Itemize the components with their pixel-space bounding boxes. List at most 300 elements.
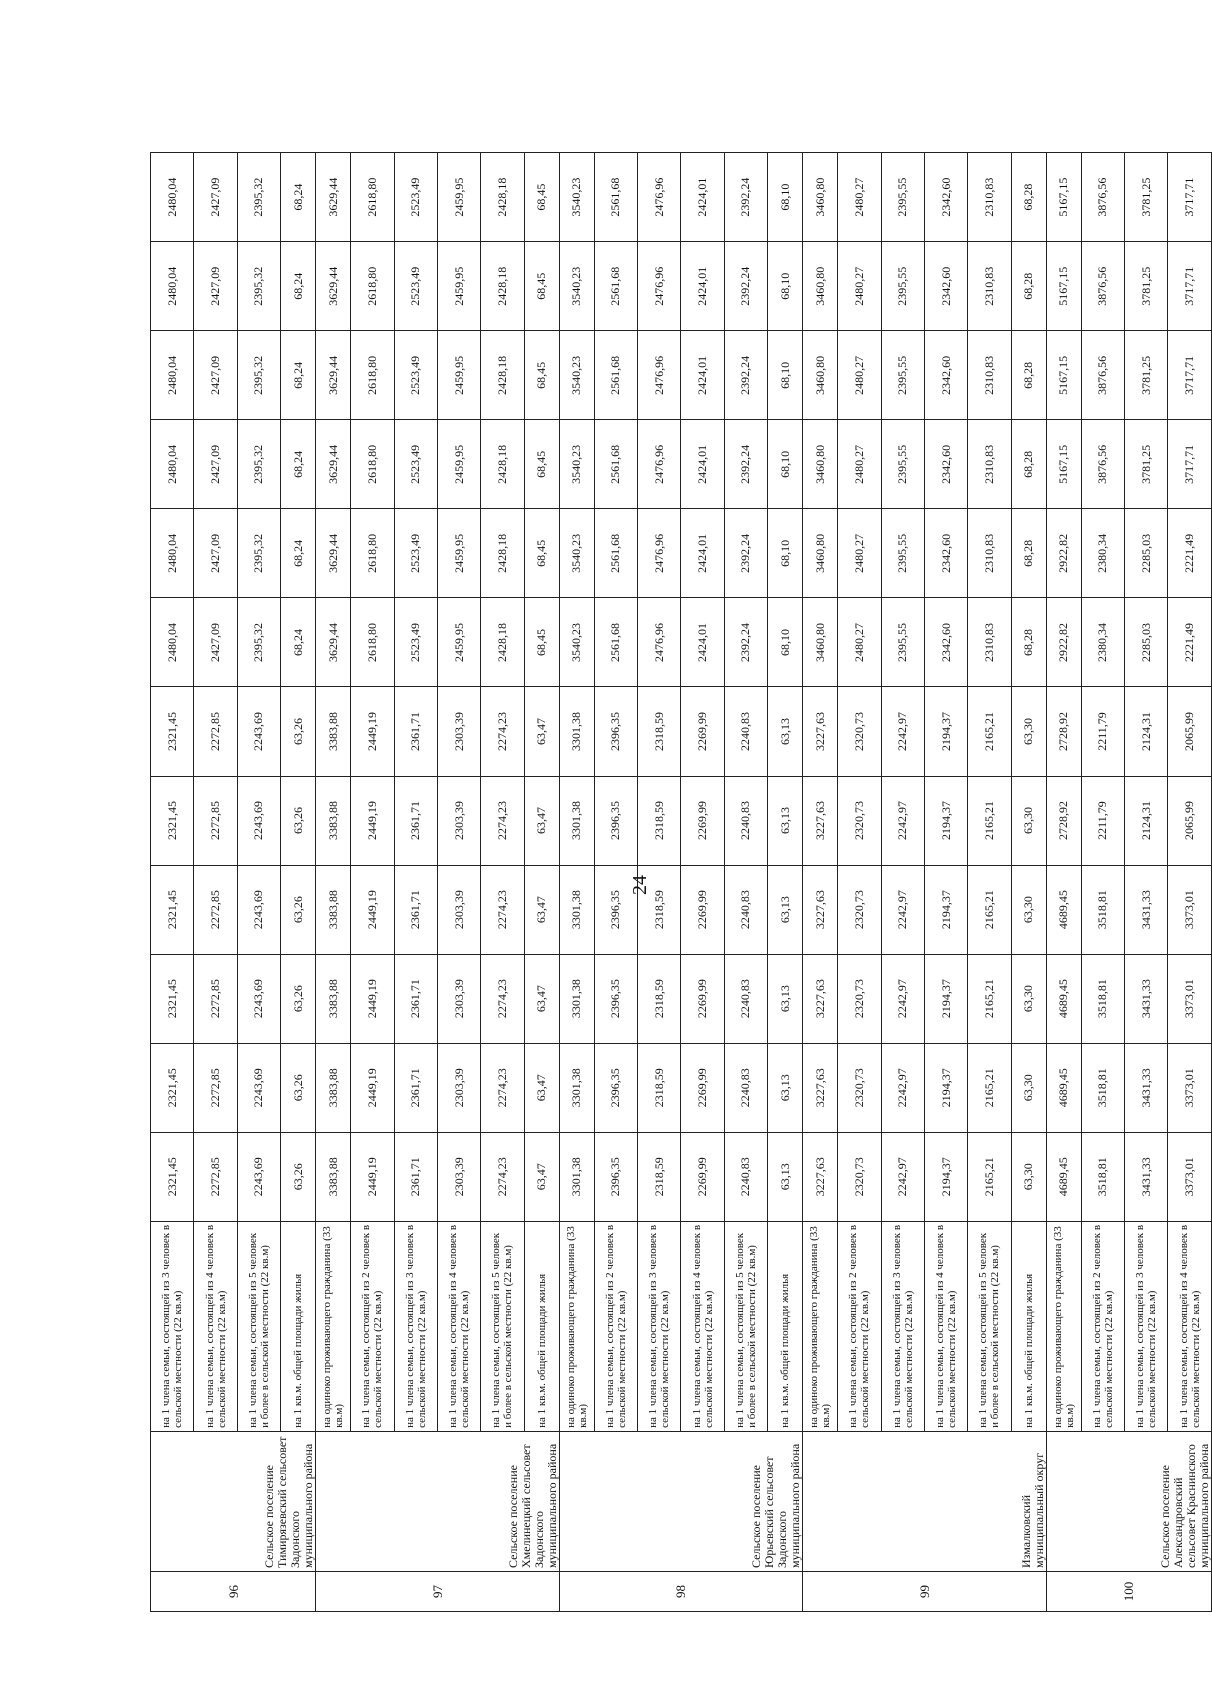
cost-value: 63,30 [1011, 1132, 1046, 1221]
cost-value: 63,13 [768, 776, 803, 865]
cost-value: 2476,96 [638, 598, 681, 687]
cost-value: 2242,97 [881, 776, 924, 865]
cost-value: 3373,01 [1168, 954, 1212, 1043]
cost-value: 3876,56 [1081, 420, 1124, 509]
cost-value: 2240,83 [724, 776, 767, 865]
cost-value: 2303,39 [437, 865, 480, 954]
cost-value: 63,47 [524, 1132, 559, 1221]
table-row [394, 153, 437, 1612]
cost-value: 2922,82 [1046, 509, 1081, 598]
cost-value: 2618,80 [351, 242, 394, 331]
norm-description: на 1 члена семьи, состоящей из 3 человек в сельской местности (22 кв.м) [881, 1221, 924, 1431]
cost-value: 3518,81 [1081, 1043, 1124, 1132]
cost-value: 68,45 [524, 420, 559, 509]
cost-value: 3227,63 [803, 776, 838, 865]
cost-value: 2396,35 [594, 776, 637, 865]
cost-value: 2618,80 [351, 153, 394, 242]
cost-value: 68,45 [524, 331, 559, 420]
cost-value: 2476,96 [638, 331, 681, 420]
norm-description: на 1 члена семьи, состоящей из 4 человек в сельской местности (22 кв.м) [1168, 1221, 1212, 1431]
cost-value: 3629,44 [316, 598, 351, 687]
cost-value: 2392,24 [724, 242, 767, 331]
cost-value: 2269,99 [681, 1043, 724, 1132]
cost-value: 2449,19 [351, 865, 394, 954]
table-row [237, 153, 280, 1612]
cost-value: 68,10 [768, 420, 803, 509]
norm-description: на 1 члена семьи, состоящей из 4 человек в сельской местности (22 кв.м) [194, 1221, 237, 1431]
cost-value: 68,28 [1011, 331, 1046, 420]
cost-value: 2124,31 [1125, 687, 1168, 776]
cost-value: 2342,60 [924, 331, 967, 420]
cost-value: 3227,63 [803, 954, 838, 1043]
cost-value: 63,47 [524, 1043, 559, 1132]
cost-value: 2243,69 [237, 865, 280, 954]
cost-value: 2523,49 [394, 420, 437, 509]
cost-value: 3301,38 [559, 1132, 594, 1221]
cost-value: 2269,99 [681, 1132, 724, 1221]
row-number: 96 [151, 1571, 316, 1611]
cost-value: 2395,55 [881, 153, 924, 242]
cost-value: 3629,44 [316, 242, 351, 331]
norm-description: на 1 члена семьи, состоящей из 2 человек в сельской местности (22 кв.м) [351, 1221, 394, 1431]
cost-value: 2342,60 [924, 153, 967, 242]
table-row [768, 153, 803, 1612]
norm-description: на 1 члена семьи, состоящей из 2 человек в сельской местности (22 кв.м) [838, 1221, 881, 1431]
cost-value: 5167,15 [1046, 153, 1081, 242]
cost-value: 3460,80 [803, 153, 838, 242]
cost-value: 2194,37 [924, 687, 967, 776]
cost-value: 2424,01 [681, 598, 724, 687]
cost-value: 2428,18 [481, 598, 524, 687]
table-row [481, 153, 524, 1612]
cost-value: 2424,01 [681, 509, 724, 598]
cost-value: 5167,15 [1046, 331, 1081, 420]
cost-value: 2361,71 [394, 687, 437, 776]
cost-value: 2211,79 [1081, 776, 1124, 865]
norm-description: на 1 члена семьи, состоящей из 4 человек в сельской местности (22 кв.м) [681, 1221, 724, 1431]
cost-value: 2165,21 [968, 1043, 1011, 1132]
cost-value: 2165,21 [968, 954, 1011, 1043]
norm-description: на 1 кв.м. общей площади жилья [1011, 1221, 1046, 1431]
cost-value: 2165,21 [968, 865, 1011, 954]
cost-value: 2274,23 [481, 865, 524, 954]
cost-value: 2427,09 [194, 420, 237, 509]
cost-value: 2165,21 [968, 687, 1011, 776]
cost-value: 68,10 [768, 242, 803, 331]
cost-value: 2303,39 [437, 776, 480, 865]
cost-value: 3383,88 [316, 865, 351, 954]
cost-value: 63,30 [1011, 687, 1046, 776]
cost-value: 2303,39 [437, 1043, 480, 1132]
cost-value: 3629,44 [316, 331, 351, 420]
norm-description: на 1 члена семьи, состоящей из 5 человек и более в сельской местности (22 кв.м) [724, 1221, 767, 1431]
page-number: 24 [629, 875, 651, 895]
cost-value: 63,13 [768, 1132, 803, 1221]
cost-value: 3781,25 [1125, 331, 1168, 420]
cost-value: 63,30 [1011, 865, 1046, 954]
cost-value: 2242,97 [881, 1132, 924, 1221]
cost-value: 2165,21 [968, 1132, 1011, 1221]
cost-value: 2428,18 [481, 420, 524, 509]
table-row [351, 153, 394, 1612]
cost-value: 2459,95 [437, 420, 480, 509]
cost-value: 2243,69 [237, 687, 280, 776]
cost-value: 2272,85 [194, 687, 237, 776]
cost-value: 2320,73 [838, 865, 881, 954]
cost-value: 3301,38 [559, 954, 594, 1043]
cost-value: 63,13 [768, 865, 803, 954]
cost-value: 2480,27 [838, 331, 881, 420]
norm-description: на 1 кв.м. общей площади жилья [524, 1221, 559, 1431]
cost-value: 68,24 [281, 509, 316, 598]
cost-value: 2303,39 [437, 687, 480, 776]
cost-value: 4689,45 [1046, 954, 1081, 1043]
cost-value: 2395,32 [237, 509, 280, 598]
cost-value: 2318,59 [638, 687, 681, 776]
cost-value: 2480,27 [838, 242, 881, 331]
cost-value: 2242,97 [881, 954, 924, 1043]
cost-value: 2449,19 [351, 954, 394, 1043]
cost-value: 2272,85 [194, 954, 237, 1043]
cost-value: 2618,80 [351, 509, 394, 598]
cost-value: 3518,81 [1081, 1132, 1124, 1221]
cost-value: 2240,83 [724, 954, 767, 1043]
cost-value: 2476,96 [638, 242, 681, 331]
cost-value: 2480,04 [151, 153, 194, 242]
cost-value: 2269,99 [681, 865, 724, 954]
cost-value: 2310,83 [968, 598, 1011, 687]
cost-value: 3431,33 [1125, 865, 1168, 954]
cost-value: 3876,56 [1081, 153, 1124, 242]
row-number: 98 [559, 1571, 803, 1611]
cost-value: 2395,32 [237, 153, 280, 242]
cost-value: 2428,18 [481, 242, 524, 331]
cost-value: 2476,96 [638, 509, 681, 598]
cost-value: 3460,80 [803, 242, 838, 331]
settlement-name: Измалковский муниципальный округ [803, 1431, 1047, 1571]
cost-value: 2318,59 [638, 865, 681, 954]
cost-value: 2449,19 [351, 1132, 394, 1221]
cost-value: 3540,23 [559, 598, 594, 687]
cost-value: 2321,45 [151, 954, 194, 1043]
cost-value: 2274,23 [481, 776, 524, 865]
cost-value: 3540,23 [559, 509, 594, 598]
cost-value: 63,26 [281, 687, 316, 776]
cost-value: 2459,95 [437, 153, 480, 242]
cost-value: 3717,71 [1168, 153, 1212, 242]
cost-value: 2274,23 [481, 687, 524, 776]
cost-value: 68,24 [281, 242, 316, 331]
cost-value: 2449,19 [351, 687, 394, 776]
cost-value: 63,47 [524, 865, 559, 954]
cost-value: 63,26 [281, 865, 316, 954]
cost-value: 2321,45 [151, 865, 194, 954]
cost-value: 3781,25 [1125, 242, 1168, 331]
cost-value: 2221,49 [1168, 598, 1212, 687]
cost-value: 2269,99 [681, 687, 724, 776]
cost-value: 3717,71 [1168, 242, 1212, 331]
cost-value: 3383,88 [316, 1043, 351, 1132]
cost-value: 68,10 [768, 153, 803, 242]
cost-value: 68,28 [1011, 153, 1046, 242]
cost-value: 3383,88 [316, 954, 351, 1043]
cost-value: 2480,04 [151, 420, 194, 509]
cost-value: 3373,01 [1168, 1132, 1212, 1221]
table-row [194, 153, 237, 1612]
norm-description: на 1 члена семьи, состоящей из 5 человек и более в сельской местности (22 кв.м) [968, 1221, 1011, 1431]
cost-value: 2427,09 [194, 331, 237, 420]
cost-value: 3460,80 [803, 420, 838, 509]
cost-value: 3717,71 [1168, 420, 1212, 509]
cost-value: 2428,18 [481, 331, 524, 420]
cost-value: 2480,04 [151, 509, 194, 598]
cost-value: 3383,88 [316, 1132, 351, 1221]
cost-value: 2427,09 [194, 598, 237, 687]
table-row [803, 153, 838, 1612]
cost-value: 4689,45 [1046, 865, 1081, 954]
cost-value: 2523,49 [394, 331, 437, 420]
cost-value: 3227,63 [803, 1132, 838, 1221]
cost-value: 2211,79 [1081, 687, 1124, 776]
norm-description: на 1 члена семьи, состоящей из 4 человек в сельской местности (22 кв.м) [924, 1221, 967, 1431]
cost-value: 2310,83 [968, 331, 1011, 420]
norm-description: на одиноко проживающего гражданина (33 кв.м) [559, 1221, 594, 1431]
cost-value: 3540,23 [559, 242, 594, 331]
table-row [316, 153, 351, 1612]
cost-value: 2396,35 [594, 1043, 637, 1132]
cost-value: 2523,49 [394, 153, 437, 242]
cost-value: 2361,71 [394, 1132, 437, 1221]
table-row [1046, 153, 1081, 1612]
cost-value: 2428,18 [481, 153, 524, 242]
cost-value: 2561,68 [594, 598, 637, 687]
cost-value: 2449,19 [351, 1043, 394, 1132]
cost-value: 3227,63 [803, 687, 838, 776]
settlement-name: Сельское поселение Хмелинецкий сельсовет Задонского муниципального района [316, 1431, 560, 1571]
cost-value: 2342,60 [924, 242, 967, 331]
cost-value: 2243,69 [237, 954, 280, 1043]
cost-value: 2240,83 [724, 1132, 767, 1221]
cost-value: 2480,27 [838, 153, 881, 242]
cost-value: 63,13 [768, 687, 803, 776]
cost-value: 2480,27 [838, 598, 881, 687]
cost-value: 2523,49 [394, 598, 437, 687]
cost-value: 2480,04 [151, 331, 194, 420]
cost-value: 2320,73 [838, 776, 881, 865]
cost-value: 63,30 [1011, 954, 1046, 1043]
norm-description: на 1 члена семьи, состоящей из 4 человек в сельской местности (22 кв.м) [437, 1221, 480, 1431]
cost-value: 2424,01 [681, 242, 724, 331]
cost-value: 2395,55 [881, 420, 924, 509]
cost-value: 68,28 [1011, 598, 1046, 687]
cost-value: 2392,24 [724, 509, 767, 598]
cost-value: 2618,80 [351, 598, 394, 687]
cost-value: 2523,49 [394, 242, 437, 331]
cost-value: 2561,68 [594, 242, 637, 331]
norm-description: на 1 члена семьи, состоящей из 5 человек и более в сельской местности (22 кв.м) [237, 1221, 280, 1431]
norm-description: на одиноко проживающего гражданина (33 кв.м) [316, 1221, 351, 1431]
cost-value: 2380,34 [1081, 509, 1124, 598]
cost-value: 3876,56 [1081, 242, 1124, 331]
cost-value: 3518,81 [1081, 865, 1124, 954]
norm-description: на 1 члена семьи, состоящей из 3 человек в сельской местности (22 кв.м) [394, 1221, 437, 1431]
norm-description: на 1 члена семьи, состоящей из 3 человек в сельской местности (22 кв.м) [1125, 1221, 1168, 1431]
cost-value: 68,45 [524, 242, 559, 331]
table-row [1081, 153, 1124, 1612]
cost-value: 2392,24 [724, 153, 767, 242]
norm-description: на 1 члена семьи, состоящей из 2 человек в сельской местности (22 кв.м) [1081, 1221, 1124, 1431]
cost-value: 2242,97 [881, 1043, 924, 1132]
cost-value: 2240,83 [724, 865, 767, 954]
cost-value: 63,26 [281, 776, 316, 865]
cost-value: 68,45 [524, 509, 559, 598]
cost-value: 2318,59 [638, 1132, 681, 1221]
cost-value: 68,10 [768, 331, 803, 420]
cost-value: 3460,80 [803, 509, 838, 598]
cost-value: 3431,33 [1125, 1043, 1168, 1132]
cost-value: 2523,49 [394, 509, 437, 598]
cost-value: 2424,01 [681, 331, 724, 420]
cost-value: 3781,25 [1125, 153, 1168, 242]
cost-value: 2274,23 [481, 1132, 524, 1221]
cost-value: 2243,69 [237, 1132, 280, 1221]
cost-value: 5167,15 [1046, 420, 1081, 509]
table-row [681, 153, 724, 1612]
cost-value: 2728,92 [1046, 776, 1081, 865]
cost-value: 3629,44 [316, 153, 351, 242]
cost-value: 2459,95 [437, 242, 480, 331]
cost-value: 2392,24 [724, 420, 767, 509]
cost-value: 2274,23 [481, 1043, 524, 1132]
cost-value: 2361,71 [394, 865, 437, 954]
cost-value: 63,13 [768, 954, 803, 1043]
cost-value: 2342,60 [924, 598, 967, 687]
cost-value: 2728,92 [1046, 687, 1081, 776]
cost-value: 2427,09 [194, 153, 237, 242]
cost-value: 2194,37 [924, 865, 967, 954]
cost-value: 3301,38 [559, 687, 594, 776]
cost-value: 2395,32 [237, 420, 280, 509]
cost-value: 2618,80 [351, 331, 394, 420]
cost-value: 63,30 [1011, 776, 1046, 865]
cost-value: 3717,71 [1168, 331, 1212, 420]
cost-value: 2396,35 [594, 865, 637, 954]
cost-value: 2285,03 [1125, 509, 1168, 598]
settlement-name: Сельское поселение Тимирязевский сельсовет Задонского муниципального района [151, 1431, 316, 1571]
cost-value: 2459,95 [437, 598, 480, 687]
cost-value: 63,47 [524, 776, 559, 865]
row-number: 99 [803, 1571, 1047, 1611]
table-row [151, 153, 194, 1612]
table-row [1011, 153, 1046, 1612]
cost-value: 2321,45 [151, 1132, 194, 1221]
cost-value: 2194,37 [924, 776, 967, 865]
norm-description: на 1 члена семьи, состоящей из 5 человек и более в сельской местности (22 кв.м) [481, 1221, 524, 1431]
cost-value: 2320,73 [838, 1043, 881, 1132]
cost-value: 2303,39 [437, 954, 480, 1043]
cost-value: 68,45 [524, 153, 559, 242]
cost-value: 3460,80 [803, 598, 838, 687]
cost-value: 2318,59 [638, 1043, 681, 1132]
cost-value: 3518,81 [1081, 954, 1124, 1043]
cost-value: 2392,24 [724, 598, 767, 687]
cost-value: 2194,37 [924, 1132, 967, 1221]
cost-value: 2242,97 [881, 687, 924, 776]
cost-value: 3431,33 [1125, 954, 1168, 1043]
norm-description: на одиноко проживающего гражданина (33 кв.м) [1046, 1221, 1081, 1431]
cost-value: 3781,25 [1125, 420, 1168, 509]
cost-value: 63,47 [524, 954, 559, 1043]
cost-value: 3629,44 [316, 509, 351, 598]
cost-value: 2065,99 [1168, 776, 1212, 865]
cost-value: 63,26 [281, 954, 316, 1043]
cost-value: 2321,45 [151, 687, 194, 776]
cost-value: 2459,95 [437, 509, 480, 598]
cost-value: 2424,01 [681, 153, 724, 242]
cost-value: 2395,32 [237, 242, 280, 331]
cost-value: 2318,59 [638, 776, 681, 865]
cost-value: 2480,27 [838, 509, 881, 598]
table-row [838, 153, 881, 1612]
cost-value: 2480,04 [151, 598, 194, 687]
table-row [724, 153, 767, 1612]
norm-description: на 1 члена семьи, состоящей из 3 человек в сельской местности (22 кв.м) [638, 1221, 681, 1431]
table-row [559, 153, 594, 1612]
cost-value: 2240,83 [724, 1043, 767, 1132]
cost-value: 2310,83 [968, 153, 1011, 242]
cost-value: 63,13 [768, 1043, 803, 1132]
cost-value: 2310,83 [968, 420, 1011, 509]
table-row [281, 153, 316, 1612]
cost-value: 2361,71 [394, 954, 437, 1043]
cost-value: 3540,23 [559, 420, 594, 509]
cost-value: 2321,45 [151, 776, 194, 865]
cost-value: 2427,09 [194, 509, 237, 598]
cost-value: 68,28 [1011, 509, 1046, 598]
cost-value: 2320,73 [838, 954, 881, 1043]
cost-value: 68,24 [281, 153, 316, 242]
cost-value: 2476,96 [638, 153, 681, 242]
cost-value: 2361,71 [394, 776, 437, 865]
row-number: 97 [316, 1571, 560, 1611]
cost-value: 2396,35 [594, 1132, 637, 1221]
cost-value: 2395,55 [881, 509, 924, 598]
norm-description: на 1 члена семьи, состоящей из 2 человек в сельской местности (22 кв.м) [594, 1221, 637, 1431]
cost-value: 2243,69 [237, 1043, 280, 1132]
cost-value: 2272,85 [194, 1043, 237, 1132]
cost-value: 63,26 [281, 1132, 316, 1221]
cost-value: 68,10 [768, 509, 803, 598]
cost-value: 2320,73 [838, 687, 881, 776]
cost-value: 3431,33 [1125, 1132, 1168, 1221]
cost-value: 2321,45 [151, 1043, 194, 1132]
table-row [924, 153, 967, 1612]
cost-value: 2476,96 [638, 420, 681, 509]
housing-cost-table [150, 152, 1212, 1612]
norm-description: на одиноко проживающего гражданина (33 кв.м) [803, 1221, 838, 1431]
row-number: 100 [1046, 1571, 1211, 1611]
cost-value: 68,24 [281, 331, 316, 420]
cost-value: 2395,32 [237, 331, 280, 420]
cost-value: 2285,03 [1125, 598, 1168, 687]
cost-value: 3301,38 [559, 865, 594, 954]
cost-value: 2424,01 [681, 420, 724, 509]
cost-value: 2395,55 [881, 331, 924, 420]
cost-value: 2272,85 [194, 776, 237, 865]
cost-value: 3383,88 [316, 776, 351, 865]
cost-value: 3383,88 [316, 687, 351, 776]
cost-value: 2561,68 [594, 331, 637, 420]
